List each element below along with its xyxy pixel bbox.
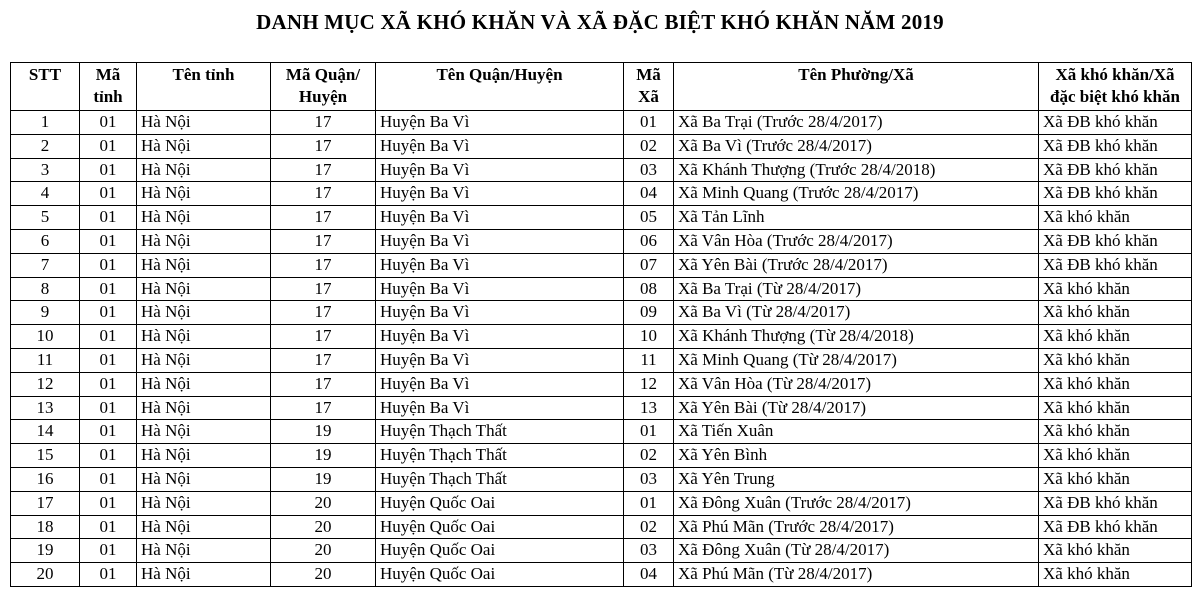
- cell-ten-quan: Huyện Quốc Oai: [376, 539, 624, 563]
- table-row: [11, 372, 1192, 396]
- cell-loai-xa: Xã khó khăn: [1039, 396, 1192, 420]
- cell-ma-xa: 13: [624, 396, 674, 420]
- cell-ten-xa: Xã Ba Vì (Trước 28/4/2017): [674, 134, 1039, 158]
- cell-ma-tinh: 01: [80, 563, 137, 587]
- cell-ma-quan: 19: [271, 444, 376, 468]
- table-row: [11, 420, 1192, 444]
- cell-stt: 17: [11, 491, 80, 515]
- cell-stt: 5: [11, 206, 80, 230]
- cell-ten-tinh: Hà Nội: [137, 563, 271, 587]
- cell-ma-tinh: 01: [80, 467, 137, 491]
- cell-loai-xa: Xã khó khăn: [1039, 348, 1192, 372]
- cell-ma-quan: 17: [271, 253, 376, 277]
- cell-ten-xa: Xã Vân Hòa (Từ 28/4/2017): [674, 372, 1039, 396]
- cell-ma-xa: 04: [624, 182, 674, 206]
- cell-ma-quan: 20: [271, 491, 376, 515]
- table-row: [11, 206, 1192, 230]
- cell-loai-xa: Xã ĐB khó khăn: [1039, 253, 1192, 277]
- cell-loai-xa: Xã khó khăn: [1039, 539, 1192, 563]
- table-row: [11, 515, 1192, 539]
- cell-ma-xa: 02: [624, 515, 674, 539]
- cell-ten-tinh: Hà Nội: [137, 491, 271, 515]
- cell-stt: 8: [11, 277, 80, 301]
- cell-ten-tinh: Hà Nội: [137, 111, 271, 135]
- cell-ma-tinh: 01: [80, 182, 137, 206]
- cell-ten-tinh: Hà Nội: [137, 158, 271, 182]
- cell-ten-quan: Huyện Ba Vì: [376, 111, 624, 135]
- cell-stt: 15: [11, 444, 80, 468]
- cell-ma-xa: 07: [624, 253, 674, 277]
- cell-ten-quan: Huyện Thạch Thất: [376, 444, 624, 468]
- cell-ten-xa: Xã Yên Bài (Từ 28/4/2017): [674, 396, 1039, 420]
- table-row: [11, 253, 1192, 277]
- table-row: [11, 229, 1192, 253]
- cell-ten-xa: Xã Minh Quang (Trước 28/4/2017): [674, 182, 1039, 206]
- cell-ma-quan: 19: [271, 420, 376, 444]
- table-row: [11, 348, 1192, 372]
- cell-loai-xa: Xã ĐB khó khăn: [1039, 515, 1192, 539]
- cell-stt: 10: [11, 325, 80, 349]
- cell-stt: 19: [11, 539, 80, 563]
- cell-ten-xa: Xã Đông Xuân (Trước 28/4/2017): [674, 491, 1039, 515]
- cell-ma-quan: 17: [271, 396, 376, 420]
- cell-ten-quan: Huyện Ba Vì: [376, 229, 624, 253]
- cell-ma-tinh: 01: [80, 515, 137, 539]
- cell-loai-xa: Xã ĐB khó khăn: [1039, 182, 1192, 206]
- cell-ma-tinh: 01: [80, 301, 137, 325]
- table-row: [11, 111, 1192, 135]
- cell-ma-tinh: 01: [80, 229, 137, 253]
- cell-ma-tinh: 01: [80, 277, 137, 301]
- cell-ma-xa: 12: [624, 372, 674, 396]
- table-row: [11, 301, 1192, 325]
- cell-ma-quan: 17: [271, 182, 376, 206]
- cell-ten-quan: Huyện Ba Vì: [376, 253, 624, 277]
- header-loai-xa: Xã khó khăn/Xã đặc biệt khó khăn: [1039, 63, 1192, 111]
- cell-loai-xa: Xã khó khăn: [1039, 563, 1192, 587]
- cell-ma-quan: 20: [271, 515, 376, 539]
- table-row: [11, 158, 1192, 182]
- cell-ten-quan: Huyện Ba Vì: [376, 206, 624, 230]
- cell-stt: 2: [11, 134, 80, 158]
- cell-loai-xa: Xã khó khăn: [1039, 420, 1192, 444]
- cell-ten-xa: Xã Khánh Thượng (Trước 28/4/2018): [674, 158, 1039, 182]
- table-row: [11, 182, 1192, 206]
- cell-ten-xa: Xã Đông Xuân (Từ 28/4/2017): [674, 539, 1039, 563]
- cell-ma-quan: 17: [271, 111, 376, 135]
- cell-ma-xa: 01: [624, 420, 674, 444]
- commune-table: [10, 62, 1192, 587]
- table-header-row: [11, 63, 1192, 111]
- cell-ma-tinh: 01: [80, 348, 137, 372]
- cell-ma-quan: 17: [271, 158, 376, 182]
- cell-stt: 3: [11, 158, 80, 182]
- header-ma-quan: Mã Quận/ Huyện: [271, 63, 376, 111]
- cell-ma-xa: 02: [624, 444, 674, 468]
- table-row: [11, 491, 1192, 515]
- cell-ma-xa: 03: [624, 539, 674, 563]
- cell-ma-tinh: 01: [80, 325, 137, 349]
- cell-ma-xa: 09: [624, 301, 674, 325]
- cell-ma-tinh: 01: [80, 539, 137, 563]
- cell-ten-xa: Xã Khánh Thượng (Từ 28/4/2018): [674, 325, 1039, 349]
- cell-ten-quan: Huyện Ba Vì: [376, 372, 624, 396]
- document-title: DANH MỤC XÃ KHÓ KHĂN VÀ XÃ ĐẶC BIỆT KHÓ KHĂN NĂM 2019: [256, 10, 944, 34]
- cell-stt: 16: [11, 467, 80, 491]
- cell-loai-xa: Xã ĐB khó khăn: [1039, 111, 1192, 135]
- cell-loai-xa: Xã khó khăn: [1039, 444, 1192, 468]
- cell-stt: 20: [11, 563, 80, 587]
- cell-stt: 9: [11, 301, 80, 325]
- table-row: [11, 467, 1192, 491]
- cell-ma-quan: 17: [271, 348, 376, 372]
- cell-ma-quan: 17: [271, 206, 376, 230]
- cell-ma-tinh: 01: [80, 420, 137, 444]
- header-ma-tinh: Mã tỉnh: [80, 63, 137, 111]
- cell-ma-xa: 02: [624, 134, 674, 158]
- cell-ten-quan: Huyện Quốc Oai: [376, 563, 624, 587]
- cell-ma-tinh: 01: [80, 134, 137, 158]
- header-ma-xa: Mã Xã: [624, 63, 674, 111]
- cell-ma-xa: 10: [624, 325, 674, 349]
- cell-loai-xa: Xã ĐB khó khăn: [1039, 229, 1192, 253]
- cell-ten-xa: Xã Yên Bài (Trước 28/4/2017): [674, 253, 1039, 277]
- cell-ten-tinh: Hà Nội: [137, 396, 271, 420]
- cell-ma-quan: 17: [271, 325, 376, 349]
- cell-ten-quan: Huyện Ba Vì: [376, 348, 624, 372]
- cell-ten-quan: Huyện Ba Vì: [376, 396, 624, 420]
- header-ten-tinh: Tên tỉnh: [137, 63, 271, 111]
- cell-ten-xa: Xã Yên Bình: [674, 444, 1039, 468]
- cell-ten-xa: Xã Phú Mãn (Trước 28/4/2017): [674, 515, 1039, 539]
- cell-ten-tinh: Hà Nội: [137, 206, 271, 230]
- table-row: [11, 325, 1192, 349]
- cell-ten-tinh: Hà Nội: [137, 134, 271, 158]
- cell-ma-tinh: 01: [80, 444, 137, 468]
- table-row: [11, 539, 1192, 563]
- cell-ten-tinh: Hà Nội: [137, 253, 271, 277]
- cell-ma-tinh: 01: [80, 111, 137, 135]
- cell-ten-quan: Huyện Quốc Oai: [376, 491, 624, 515]
- table-row: [11, 396, 1192, 420]
- cell-ma-quan: 17: [271, 301, 376, 325]
- cell-loai-xa: Xã khó khăn: [1039, 206, 1192, 230]
- cell-ten-xa: Xã Ba Trại (Trước 28/4/2017): [674, 111, 1039, 135]
- cell-ma-quan: 20: [271, 539, 376, 563]
- cell-ten-tinh: Hà Nội: [137, 420, 271, 444]
- cell-ten-quan: Huyện Ba Vì: [376, 158, 624, 182]
- cell-ten-quan: Huyện Ba Vì: [376, 134, 624, 158]
- cell-ten-xa: Xã Ba Vì (Từ 28/4/2017): [674, 301, 1039, 325]
- cell-loai-xa: Xã ĐB khó khăn: [1039, 158, 1192, 182]
- cell-ten-tinh: Hà Nội: [137, 444, 271, 468]
- cell-ma-xa: 06: [624, 229, 674, 253]
- cell-ten-tinh: Hà Nội: [137, 182, 271, 206]
- cell-ma-quan: 17: [271, 277, 376, 301]
- cell-loai-xa: Xã khó khăn: [1039, 301, 1192, 325]
- cell-stt: 7: [11, 253, 80, 277]
- cell-ma-quan: 17: [271, 372, 376, 396]
- cell-ten-xa: Xã Yên Trung: [674, 467, 1039, 491]
- cell-ma-xa: 01: [624, 111, 674, 135]
- cell-ma-xa: 04: [624, 563, 674, 587]
- cell-ma-quan: 20: [271, 563, 376, 587]
- header-ten-quan: Tên Quận/Huyện: [376, 63, 624, 111]
- cell-ten-xa: Xã Minh Quang (Từ 28/4/2017): [674, 348, 1039, 372]
- cell-ten-quan: Huyện Ba Vì: [376, 325, 624, 349]
- cell-stt: 13: [11, 396, 80, 420]
- cell-stt: 6: [11, 229, 80, 253]
- cell-ma-xa: 11: [624, 348, 674, 372]
- cell-ten-xa: Xã Tản Lĩnh: [674, 206, 1039, 230]
- cell-ma-tinh: 01: [80, 372, 137, 396]
- cell-loai-xa: Xã khó khăn: [1039, 467, 1192, 491]
- cell-ten-tinh: Hà Nội: [137, 539, 271, 563]
- cell-ma-xa: 03: [624, 158, 674, 182]
- table-row: [11, 277, 1192, 301]
- cell-stt: 12: [11, 372, 80, 396]
- cell-ma-xa: 05: [624, 206, 674, 230]
- cell-ma-quan: 19: [271, 467, 376, 491]
- cell-ten-quan: Huyện Ba Vì: [376, 182, 624, 206]
- table-row: [11, 444, 1192, 468]
- cell-ma-tinh: 01: [80, 206, 137, 230]
- cell-ten-tinh: Hà Nội: [137, 372, 271, 396]
- cell-loai-xa: Xã khó khăn: [1039, 372, 1192, 396]
- cell-stt: 11: [11, 348, 80, 372]
- cell-ten-tinh: Hà Nội: [137, 348, 271, 372]
- cell-ten-quan: Huyện Quốc Oai: [376, 515, 624, 539]
- cell-stt: 14: [11, 420, 80, 444]
- cell-loai-xa: Xã ĐB khó khăn: [1039, 134, 1192, 158]
- cell-stt: 1: [11, 111, 80, 135]
- cell-ten-tinh: Hà Nội: [137, 301, 271, 325]
- header-stt: STT: [11, 63, 80, 111]
- cell-ten-xa: Xã Ba Trại (Từ 28/4/2017): [674, 277, 1039, 301]
- table-row: [11, 134, 1192, 158]
- cell-ten-quan: Huyện Thạch Thất: [376, 467, 624, 491]
- cell-ma-tinh: 01: [80, 396, 137, 420]
- cell-ten-tinh: Hà Nội: [137, 515, 271, 539]
- cell-ten-quan: Huyện Thạch Thất: [376, 420, 624, 444]
- cell-ten-tinh: Hà Nội: [137, 229, 271, 253]
- cell-ten-tinh: Hà Nội: [137, 467, 271, 491]
- cell-ten-xa: Xã Phú Mãn (Từ 28/4/2017): [674, 563, 1039, 587]
- cell-ten-quan: Huyện Ba Vì: [376, 277, 624, 301]
- cell-ten-xa: Xã Vân Hòa (Trước 28/4/2017): [674, 229, 1039, 253]
- cell-ma-xa: 03: [624, 467, 674, 491]
- cell-loai-xa: Xã khó khăn: [1039, 277, 1192, 301]
- cell-ma-tinh: 01: [80, 158, 137, 182]
- header-ten-xa: Tên Phường/Xã: [674, 63, 1039, 111]
- cell-ma-xa: 08: [624, 277, 674, 301]
- cell-ma-quan: 17: [271, 134, 376, 158]
- cell-ma-quan: 17: [271, 229, 376, 253]
- table-row: [11, 563, 1192, 587]
- cell-ten-tinh: Hà Nội: [137, 325, 271, 349]
- cell-ma-tinh: 01: [80, 253, 137, 277]
- cell-ten-xa: Xã Tiến Xuân: [674, 420, 1039, 444]
- cell-ma-tinh: 01: [80, 491, 137, 515]
- cell-stt: 18: [11, 515, 80, 539]
- cell-ten-quan: Huyện Ba Vì: [376, 301, 624, 325]
- cell-stt: 4: [11, 182, 80, 206]
- cell-loai-xa: Xã ĐB khó khăn: [1039, 491, 1192, 515]
- cell-loai-xa: Xã khó khăn: [1039, 325, 1192, 349]
- cell-ma-xa: 01: [624, 491, 674, 515]
- table-body: [11, 111, 1192, 587]
- cell-ten-tinh: Hà Nội: [137, 277, 271, 301]
